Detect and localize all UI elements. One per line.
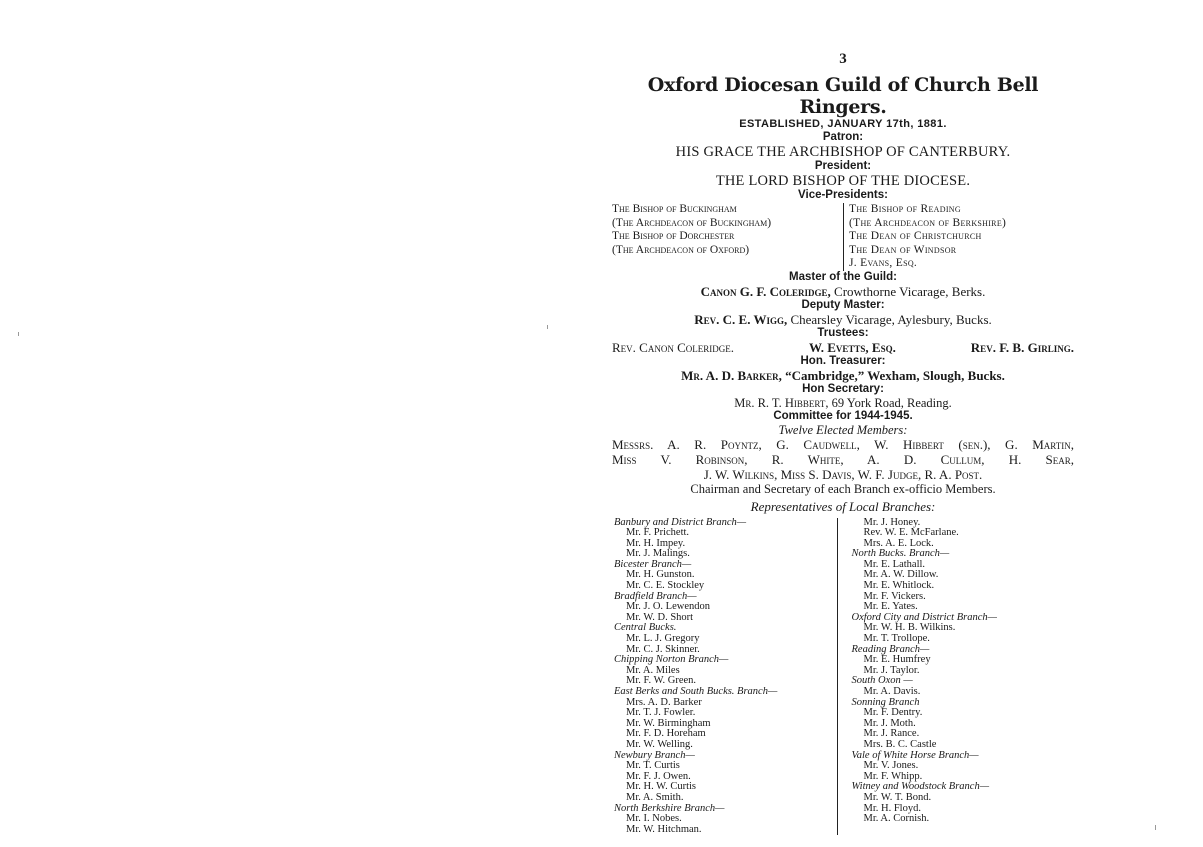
branch-name: South Oxon — bbox=[851, 675, 913, 687]
branch-member: Mr. F. Vickers. bbox=[863, 590, 926, 602]
branch-member: Mr. J. Moth. bbox=[863, 717, 916, 729]
branch-member: Mr. E. Whitlock. bbox=[863, 580, 935, 592]
branch-member: Mr. F. D. Horeham bbox=[626, 728, 706, 740]
secretary-label: Hon Secretary: bbox=[802, 382, 884, 395]
treasurer-label: Hon. Treasurer: bbox=[800, 354, 886, 367]
branch-member: Mr. T. J. Fowler. bbox=[626, 707, 696, 719]
vice-president: (The Archdeacon of Oxford) bbox=[612, 243, 750, 256]
scan-mark bbox=[547, 325, 548, 329]
branch-member: Mrs. A. E. Lock. bbox=[863, 537, 934, 549]
trustee: W. Evetts, Esq. bbox=[808, 339, 896, 355]
branch-member: Mr. J. Honey. bbox=[863, 516, 921, 528]
branch-name: North Bucks. Branch— bbox=[851, 548, 950, 560]
deputy-master-name: Rev. C. E. Wigg, bbox=[694, 311, 788, 327]
president-value: THE LORD BISHOP OF THE DIOCESE. bbox=[715, 173, 971, 189]
branch-member: Mr. W. D. Short bbox=[626, 611, 694, 623]
branch-member: Mr. E. Humfrey bbox=[863, 654, 931, 666]
branch-member: Mr. H. Gunston. bbox=[626, 569, 695, 581]
branch-member: Mr. J. Taylor. bbox=[863, 664, 920, 676]
branch-member: Mr. F. Dentry. bbox=[863, 707, 923, 719]
branch-member: Mr. C. J. Skinner. bbox=[626, 643, 700, 655]
deputy-master-label: Deputy Master: bbox=[801, 298, 885, 311]
vice-president: The Dean of Christchurch bbox=[849, 230, 982, 242]
treasurer-line bbox=[612, 368, 1074, 383]
committee-line: Messrs. A. R. Poyntz, G. Caudwell, W. Hibbert (sen.), G. Martin, bbox=[612, 436, 1074, 452]
branch-name: Newbury Branch— bbox=[614, 749, 695, 761]
committee-footer: Chairman and Secretary of each Branch ex-officio Members. bbox=[690, 481, 996, 496]
branch-name: Witney and Woodstock Branch— bbox=[851, 781, 990, 793]
branch-member: Mr. J. Rance. bbox=[863, 728, 920, 740]
guild-title: Oxford Diocesan Guild of Church Bell Ringers. bbox=[647, 74, 1039, 118]
scan-mark bbox=[1155, 825, 1156, 830]
branch-name: Oxford City and District Branch— bbox=[851, 611, 997, 623]
branch-member: Mr. E. Yates. bbox=[863, 601, 918, 613]
committee-line: J. W. Wilkins, Miss S. Davis, W. F. Judge, R. A. Post. bbox=[703, 466, 983, 482]
trustees-label: Trustees: bbox=[817, 326, 869, 339]
president-label: President: bbox=[814, 160, 872, 172]
patron-value: HIS GRACE THE ARCHBISHOP OF CANTERBURY. bbox=[675, 144, 1011, 160]
master-name: Canon G. F. Coleridge, bbox=[700, 283, 831, 299]
branch-name: Banbury and District Branch— bbox=[614, 516, 747, 528]
vice-president: J. Evans, Esq. bbox=[849, 257, 918, 269]
committee-label: Committee for 1944-1945. bbox=[773, 409, 913, 422]
secretary-name: Mr. R. T. Hibbert, bbox=[734, 395, 829, 410]
representatives-left-column bbox=[612, 518, 838, 836]
branch-member: Mr. A. Smith. bbox=[626, 791, 684, 803]
committee-line: Miss V. Robinson, R. White, A. D. Cullum, H. Sear, bbox=[612, 451, 1074, 467]
vice-president: The Bishop of Reading bbox=[849, 203, 961, 215]
branch-member: Mr. C. E. Stockley bbox=[626, 580, 705, 592]
secretary-address: 69 York Road, Reading. bbox=[831, 395, 952, 410]
branch-member: Mr. F. Prichett. bbox=[626, 527, 690, 539]
branch-member: Mr. F. W. Green. bbox=[626, 675, 697, 687]
branch-member: Mr. W. H. B. Wilkins. bbox=[863, 622, 956, 634]
branch-name: Sonning Branch bbox=[851, 696, 920, 708]
page-number: 3 bbox=[839, 51, 847, 67]
branch-name: Chipping Norton Branch— bbox=[614, 654, 729, 666]
branch-name: East Berks and South Bucks. Branch— bbox=[614, 686, 778, 697]
branch-member: Mr. A. Miles bbox=[626, 664, 680, 676]
deputy-master-address: Chearsley Vicarage, Aylesbury, Bucks. bbox=[790, 311, 992, 327]
branch-member: Rev. W. E. McFarlane. bbox=[863, 527, 959, 539]
branch-name: Vale of White Horse Branch— bbox=[851, 749, 979, 761]
vice-president: (The Archdeacon of Buckingham) bbox=[612, 216, 772, 229]
master-label: Master of the Guild: bbox=[789, 270, 897, 283]
representatives-right-column bbox=[838, 518, 1075, 836]
branch-name: North Berkshire Branch— bbox=[614, 802, 725, 814]
branch-member: Mr. E. Lathall. bbox=[863, 558, 926, 570]
scan-mark bbox=[18, 332, 19, 336]
treasurer-name: Mr. A. D. Barker, bbox=[681, 367, 782, 383]
vice-presidents-left bbox=[612, 203, 844, 271]
vice-president: (The Archdeacon of Berkshire) bbox=[849, 216, 1007, 229]
branch-member: Mr. I. Nobes. bbox=[626, 813, 682, 825]
vice-president: The Bishop of Dorchester bbox=[612, 230, 735, 242]
branch-member: Mr. L. J. Gregory bbox=[626, 633, 700, 645]
master-line bbox=[612, 284, 1074, 299]
branch-member: Mr. F. Whipp. bbox=[863, 770, 923, 782]
vice-president: The Bishop of Buckingham bbox=[612, 203, 737, 215]
document-page bbox=[612, 52, 1074, 835]
trustees-list bbox=[612, 340, 1074, 355]
vice-presidents-list bbox=[612, 203, 1074, 271]
branch-member: Mr. A. Davis. bbox=[863, 686, 921, 697]
branch-member: Mr. H. W. Curtis bbox=[626, 781, 697, 793]
representatives-list bbox=[612, 518, 1074, 836]
secretary-line bbox=[612, 396, 1074, 410]
branch-member: Mr. F. J. Owen. bbox=[626, 770, 691, 782]
branch-member: Mr. W. Hitchman. bbox=[626, 823, 702, 835]
treasurer-address: “Cambridge,” Wexham, Slough, Bucks. bbox=[785, 367, 1005, 383]
branch-member: Mr. T. Curtis bbox=[626, 760, 680, 772]
established-line: ESTABLISHED, JANUARY 17th, 1881. bbox=[739, 118, 947, 130]
branch-member: Mr. J. Malings. bbox=[626, 548, 690, 560]
branch-member: Mr. J. O. Lewendon bbox=[626, 601, 710, 613]
branch-member: Mr. W. T. Bond. bbox=[863, 791, 932, 803]
branch-member: Mr. H. Floyd. bbox=[863, 802, 921, 814]
branch-member: Mr. W. Birmingham bbox=[626, 717, 711, 729]
branch-member: Mrs. A. D. Barker bbox=[626, 696, 702, 708]
vice-president: The Dean of Windsor bbox=[849, 243, 957, 256]
branch-member: Mr. A. Cornish. bbox=[863, 813, 930, 825]
branch-name: Reading Branch— bbox=[851, 643, 930, 655]
patron-label: Patron: bbox=[822, 131, 864, 143]
branch-member: Mr. W. Welling. bbox=[626, 738, 693, 750]
branch-member: Mr. T. Trollope. bbox=[863, 633, 930, 645]
master-address: Crowthorne Vicarage, Berks. bbox=[834, 283, 986, 299]
vice-presidents-right bbox=[844, 203, 1006, 271]
branch-name: Bicester Branch— bbox=[614, 558, 692, 570]
representatives-label: Representatives of Local Branches: bbox=[750, 498, 936, 514]
branch-member: Mrs. B. C. Castle bbox=[863, 738, 937, 750]
branch-name: Bradfield Branch— bbox=[614, 590, 697, 602]
branch-member: Mr. A. W. Dillow. bbox=[863, 569, 939, 581]
deputy-master-line bbox=[612, 312, 1074, 327]
committee-sublabel: Twelve Elected Members: bbox=[778, 422, 908, 437]
trustee: Rev. F. B. Girling. bbox=[970, 339, 1074, 355]
branch-member: Mr. H. Impey. bbox=[626, 537, 686, 549]
branch-name: Central Bucks. bbox=[614, 622, 677, 634]
branch-member: Mr. V. Jones. bbox=[863, 760, 919, 772]
trustee: Rev. Canon Coleridge. bbox=[612, 339, 734, 355]
vice-presidents-label: Vice-Presidents: bbox=[798, 189, 888, 201]
